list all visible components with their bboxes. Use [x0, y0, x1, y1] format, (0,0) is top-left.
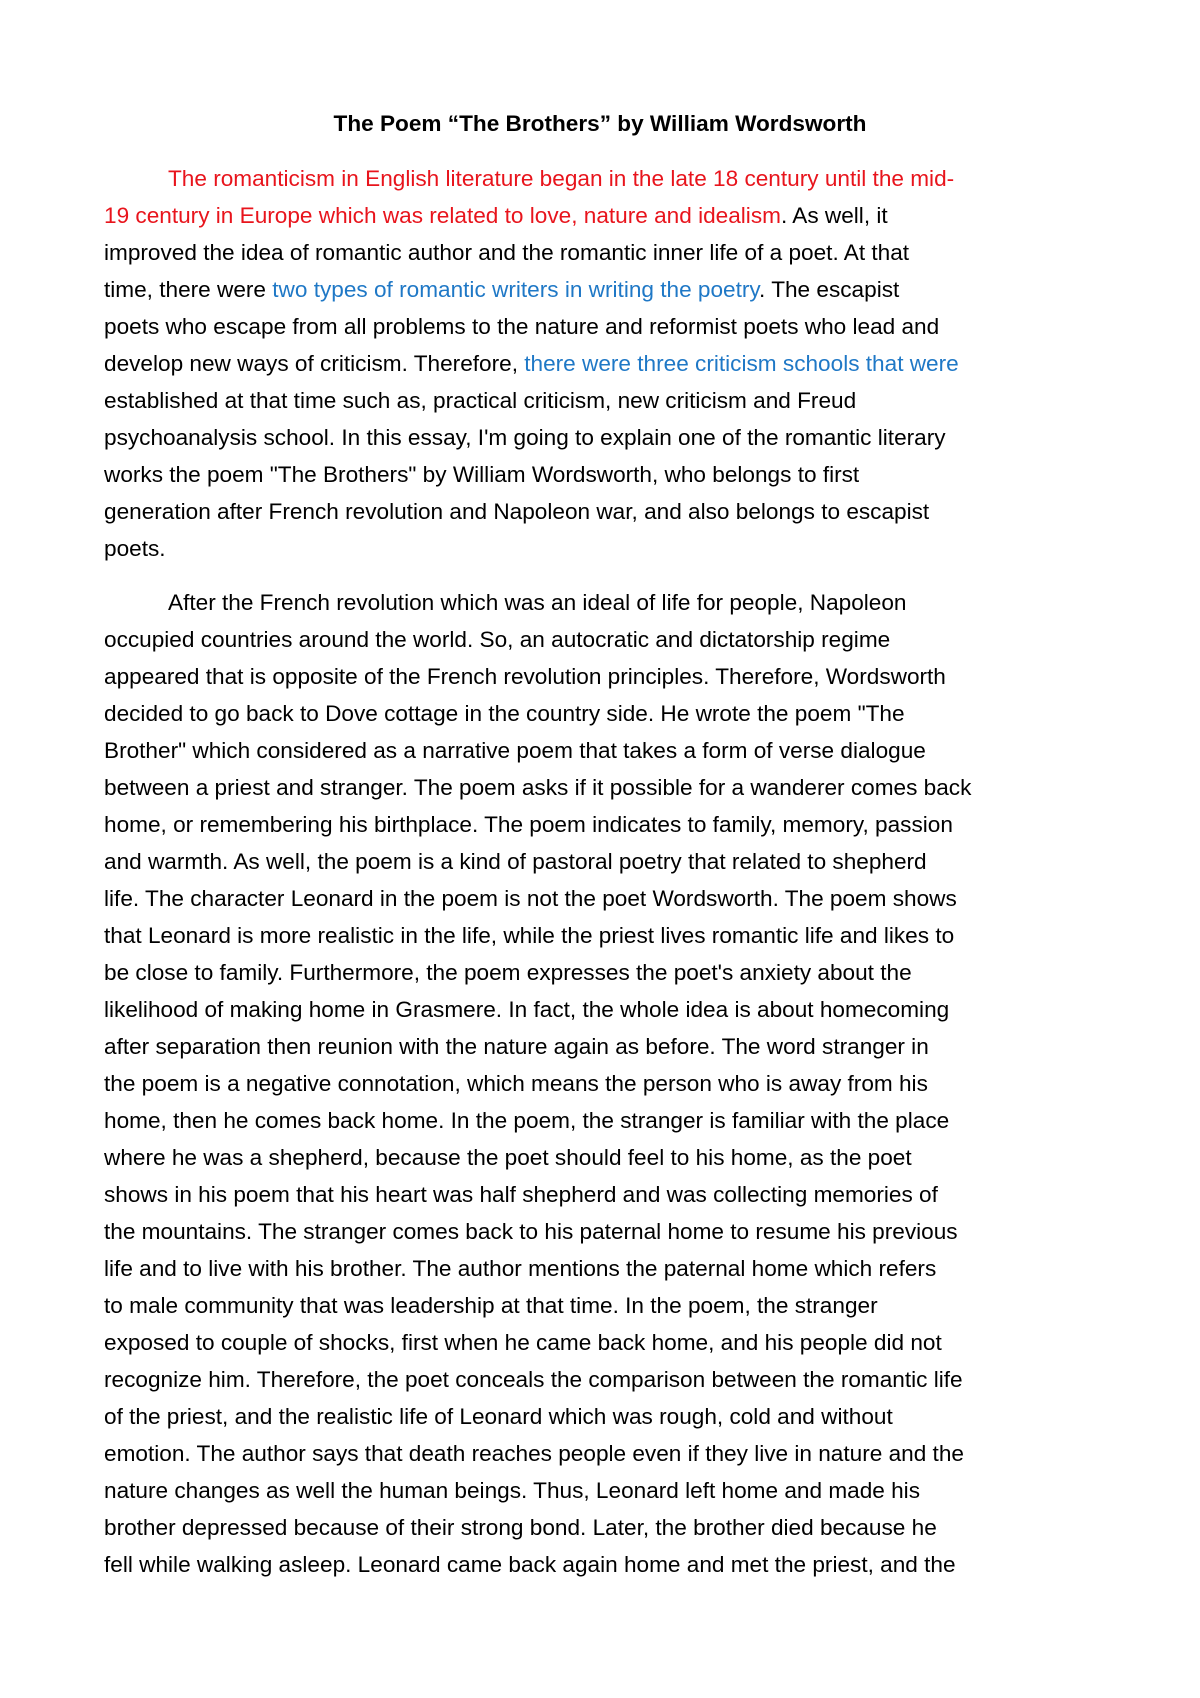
body-text-segment: of the priest, and the realistic life of Leonard which was rough, cold and without — [104, 1404, 893, 1429]
text-line — [104, 493, 1096, 530]
body-text-segment: shows in his poem that his heart was half shepherd and was collecting memories of — [104, 1182, 938, 1207]
body-text-segment: home, then he comes back home. In the poem, the stranger is familiar with the place — [104, 1108, 950, 1133]
body-text-segment: poets. — [104, 536, 166, 561]
text-line — [104, 843, 1096, 880]
text-line — [104, 1398, 1096, 1435]
text-line — [104, 197, 1096, 234]
body-text-segment: generation after French revolution and Napoleon war, and also belongs to escapist — [104, 499, 930, 524]
text-line — [104, 530, 1096, 567]
body-text-segment: time, there were — [104, 277, 273, 302]
text-line — [104, 1065, 1096, 1102]
red-highlighted-text: The romanticism in English literature began in the late 18 century until the mid- — [168, 166, 955, 191]
body-text-segment: emotion. The author says that death reaches people even if they live in nature and the — [104, 1441, 964, 1466]
text-line — [104, 1435, 1096, 1472]
body-text-segment: life. The character Leonard in the poem is not the poet Wordsworth. The poem shows — [104, 886, 957, 911]
body-text-segment: to male community that was leadership at that time. In the poem, the stranger — [104, 1293, 878, 1318]
body-text-segment: appeared that is opposite of the French revolution principles. Therefore, Wordsworth — [104, 664, 946, 689]
text-line — [104, 1472, 1096, 1509]
text-line — [104, 1546, 1096, 1583]
text-line — [104, 880, 1096, 917]
text-line — [104, 271, 1096, 308]
body-text-segment: that Leonard is more realistic in the life, while the priest lives romantic life and likes to — [104, 923, 955, 948]
text-line — [104, 658, 1096, 695]
body-text-segment: exposed to couple of shocks, first when he came back home, and his people did not — [104, 1330, 942, 1355]
body-text-segment: after separation then reunion with the nature again as before. The word stranger in — [104, 1034, 929, 1059]
text-line — [104, 1139, 1096, 1176]
text-line — [104, 1213, 1096, 1250]
body-text-segment: home, or remembering his birthplace. The poem indicates to family, memory, passion — [104, 812, 953, 837]
text-line — [104, 234, 1096, 271]
text-line — [104, 1287, 1096, 1324]
body-text-segment: . As well, it — [780, 203, 888, 228]
text-line — [104, 382, 1096, 419]
blue-highlighted-text: two types of romantic writers in writing the poetry — [272, 277, 760, 302]
text-line — [104, 456, 1096, 493]
paragraph — [104, 584, 1096, 1583]
red-highlighted-text: 19 century in Europe which was related to love, nature and idealism — [104, 203, 781, 228]
text-line — [104, 345, 1096, 382]
text-line — [104, 1102, 1096, 1139]
body-text-segment: develop new ways of criticism. Therefore, — [104, 351, 525, 376]
body-text-segment: established at that time such as, practical criticism, new criticism and Freud — [104, 388, 857, 413]
text-line — [104, 1509, 1096, 1546]
body-text-segment: improved the idea of romantic author and the romantic inner life of a poet. At that — [104, 240, 910, 265]
paragraph — [104, 160, 1096, 567]
blue-highlighted-text: there were three criticism schools that were — [524, 351, 959, 376]
text-line — [104, 584, 1096, 621]
body-text-segment: the poem is a negative connotation, which means the person who is away from his — [104, 1071, 928, 1096]
body-text-segment: be close to family. Furthermore, the poem expresses the poet's anxiety about the — [104, 960, 912, 985]
body-text-segment: recognize him. Therefore, the poet conceals the comparison between the romantic life — [104, 1367, 963, 1392]
body-text-segment: occupied countries around the world. So, an autocratic and dictatorship regime — [104, 627, 891, 652]
text-line — [104, 1324, 1096, 1361]
body-text-segment: brother depressed because of their strong bond. Later, the brother died because he — [104, 1515, 937, 1540]
text-line — [104, 1176, 1096, 1213]
text-line — [104, 308, 1096, 345]
body-text-segment: poets who escape from all problems to the nature and reformist poets who lead and — [104, 314, 940, 339]
body-text-segment: . The escapist — [759, 277, 900, 302]
body-text-segment: and warmth. As well, the poem is a kind of pastoral poetry that related to shepherd — [104, 849, 927, 874]
body-text-segment: where he was a shepherd, because the poet should feel to his home, as the poet — [104, 1145, 912, 1170]
body-text-segment: works the poem "The Brothers" by William Wordsworth, who belongs to first — [104, 462, 860, 487]
body-text-segment: nature changes as well the human beings. Thus, Leonard left home and made his — [104, 1478, 920, 1503]
text-line — [104, 954, 1096, 991]
body-text-segment: decided to go back to Dove cottage in the country side. He wrote the poem "The — [104, 701, 905, 726]
body-text-segment: likelihood of making home in Grasmere. In fact, the whole idea is about homecoming — [104, 997, 950, 1022]
body-text-segment: After the French revolution which was an ideal of life for people, Napoleon — [168, 590, 907, 615]
body-text-segment: fell while walking asleep. Leonard came back again home and met the priest, and the — [104, 1552, 956, 1577]
paragraph-spacer — [104, 567, 1096, 584]
body-text-segment: between a priest and stranger. The poem asks if it possible for a wanderer comes back — [104, 775, 972, 800]
body-text-segment: Brother" which considered as a narrative poem that takes a form of verse dialogue — [104, 738, 926, 763]
text-line — [104, 806, 1096, 843]
text-line — [104, 160, 1096, 197]
text-line — [104, 1361, 1096, 1398]
text-line — [104, 1250, 1096, 1287]
document-body — [104, 160, 1096, 1583]
text-line — [104, 769, 1096, 806]
text-line — [104, 1028, 1096, 1065]
text-line — [104, 991, 1096, 1028]
body-text-segment: psychoanalysis school. In this essay, I'm going to explain one of the romantic literary — [104, 425, 946, 450]
text-line — [104, 732, 1096, 769]
text-line — [104, 917, 1096, 954]
text-line — [104, 419, 1096, 456]
text-line — [104, 695, 1096, 732]
body-text-segment: the mountains. The stranger comes back to his paternal home to resume his previous — [104, 1219, 958, 1244]
document-title: The Poem “The Brothers” by William Wordsworth — [333, 111, 867, 136]
text-line — [104, 621, 1096, 658]
body-text-segment: life and to live with his brother. The author mentions the paternal home which refers — [104, 1256, 937, 1281]
